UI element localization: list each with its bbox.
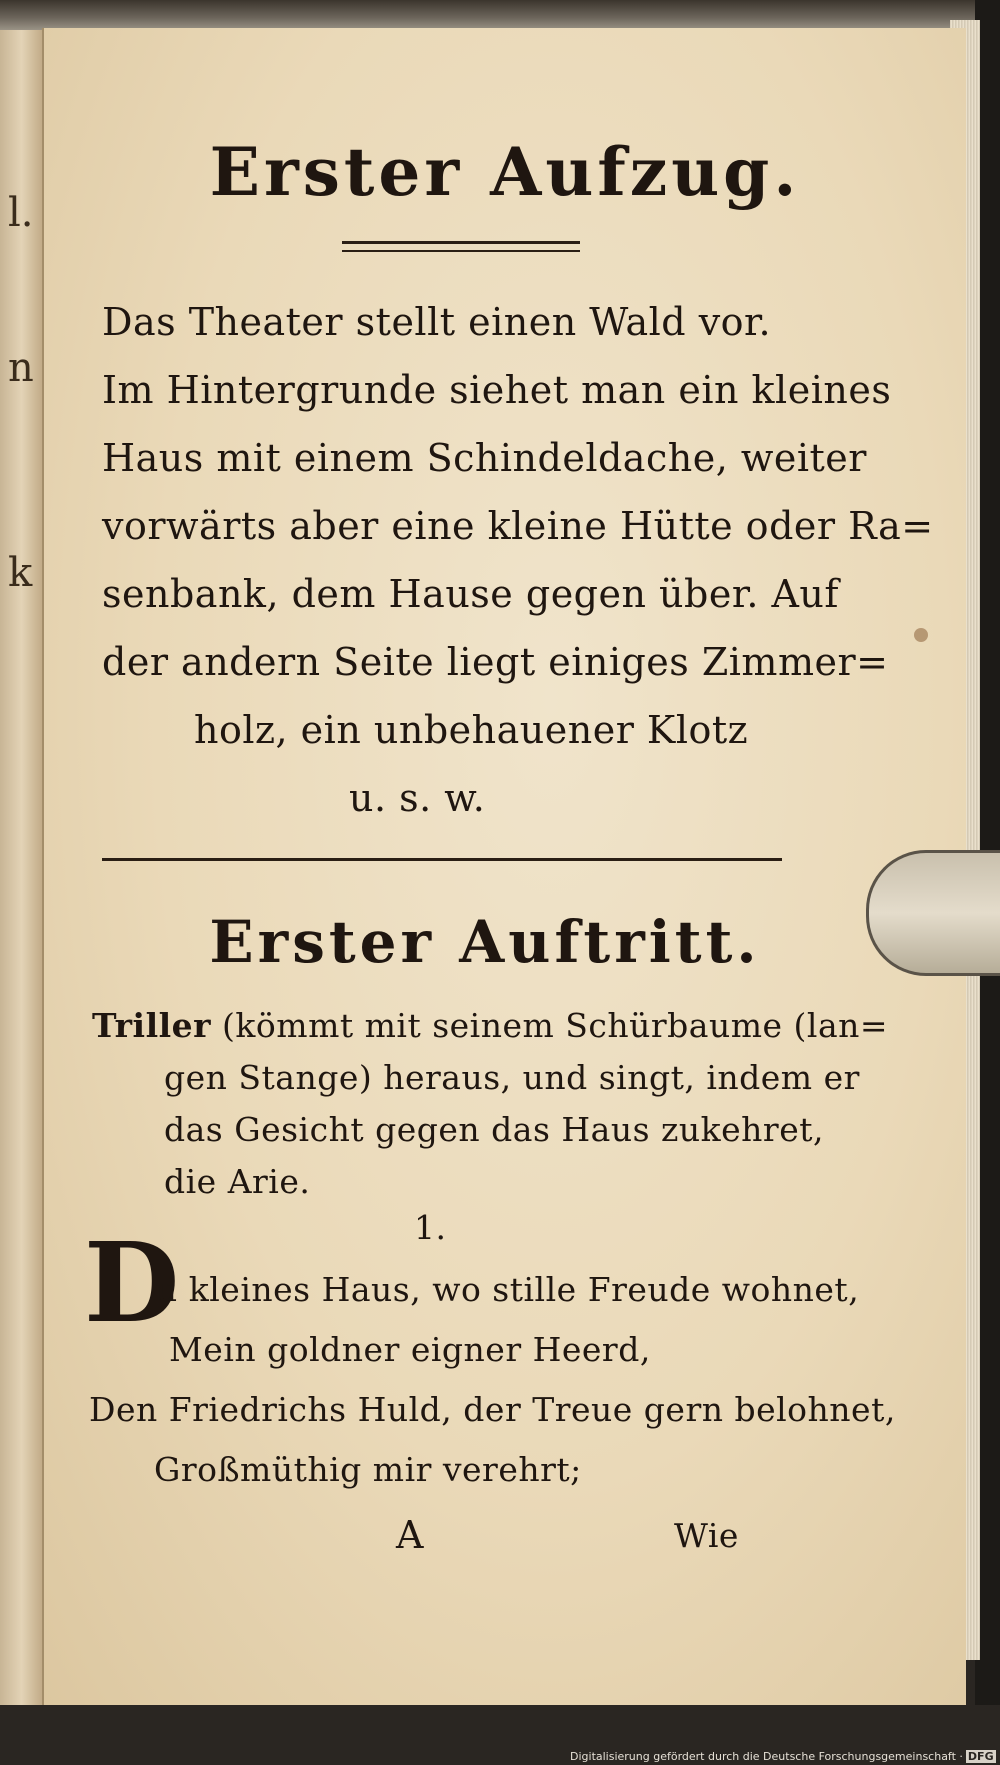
section-rule (102, 858, 782, 861)
footer-credit (570, 1750, 996, 1763)
scene-direction-line: (kömmt mit seinem Schürbaume (lan= (222, 1006, 889, 1045)
verse-number: 1. (414, 1208, 447, 1247)
left-page-fragment: k (8, 550, 33, 596)
stage-direction-line: der andern Seite liegt einiges Zimmer= (102, 640, 889, 684)
left-page-fragment: l. (8, 190, 34, 236)
scene-direction-line: das Gesicht gegen das Haus zukehret, (164, 1110, 824, 1149)
scene-direction-first-line (92, 1006, 888, 1045)
stage-direction-line: u. s. w. (349, 776, 486, 820)
bookmark-clip (866, 850, 1000, 976)
book-page (42, 28, 966, 1708)
verse-line: Mein goldner eigner Heerd, (169, 1330, 651, 1369)
verse-line: u kleines Haus, wo stille Freude wohnet, (156, 1270, 860, 1309)
stage-direction-line: holz, ein unbehauener Klotz (194, 708, 749, 752)
speaker-name: Triller (92, 1006, 212, 1045)
act-heading: Erster Aufzug. (209, 133, 801, 211)
double-rule-bottom (342, 250, 580, 252)
stage-direction-line: vorwärts aber eine kleine Hütte oder Ra= (102, 504, 934, 548)
dfg-logo: DFG (967, 1750, 994, 1763)
ink-stain (914, 628, 928, 642)
stage-direction-line: Im Hintergrunde siehet man ein kleines (102, 368, 892, 412)
left-page-fragment: n (8, 345, 34, 391)
verse-line: Großmüthig mir verehrt; (154, 1450, 582, 1489)
stage-direction-line: Haus mit einem Schindeldache, weiter (102, 436, 867, 480)
stage-direction-line: senbank, dem Hause gegen über. Auf (102, 572, 839, 616)
book-top-edge (0, 0, 1000, 30)
verse-line: Den Friedrichs Huld, der Treue gern belohnet, (89, 1390, 896, 1429)
scene-direction-line: die Arie. (164, 1162, 311, 1201)
double-rule-top (342, 241, 580, 244)
signature-mark: A (396, 1513, 424, 1557)
scene-direction-line: gen Stange) heraus, und singt, indem er (164, 1058, 860, 1097)
scene-heading: Erster Auftritt. (209, 908, 761, 976)
catchword: Wie (674, 1516, 739, 1555)
footer-credit-text: Digitalisierung gefördert durch die Deutsche Forschungsgemeinschaft · (570, 1750, 963, 1763)
stage-direction-line: Das Theater stellt einen Wald vor. (102, 300, 772, 344)
verse-dropcap: D (84, 1218, 180, 1347)
